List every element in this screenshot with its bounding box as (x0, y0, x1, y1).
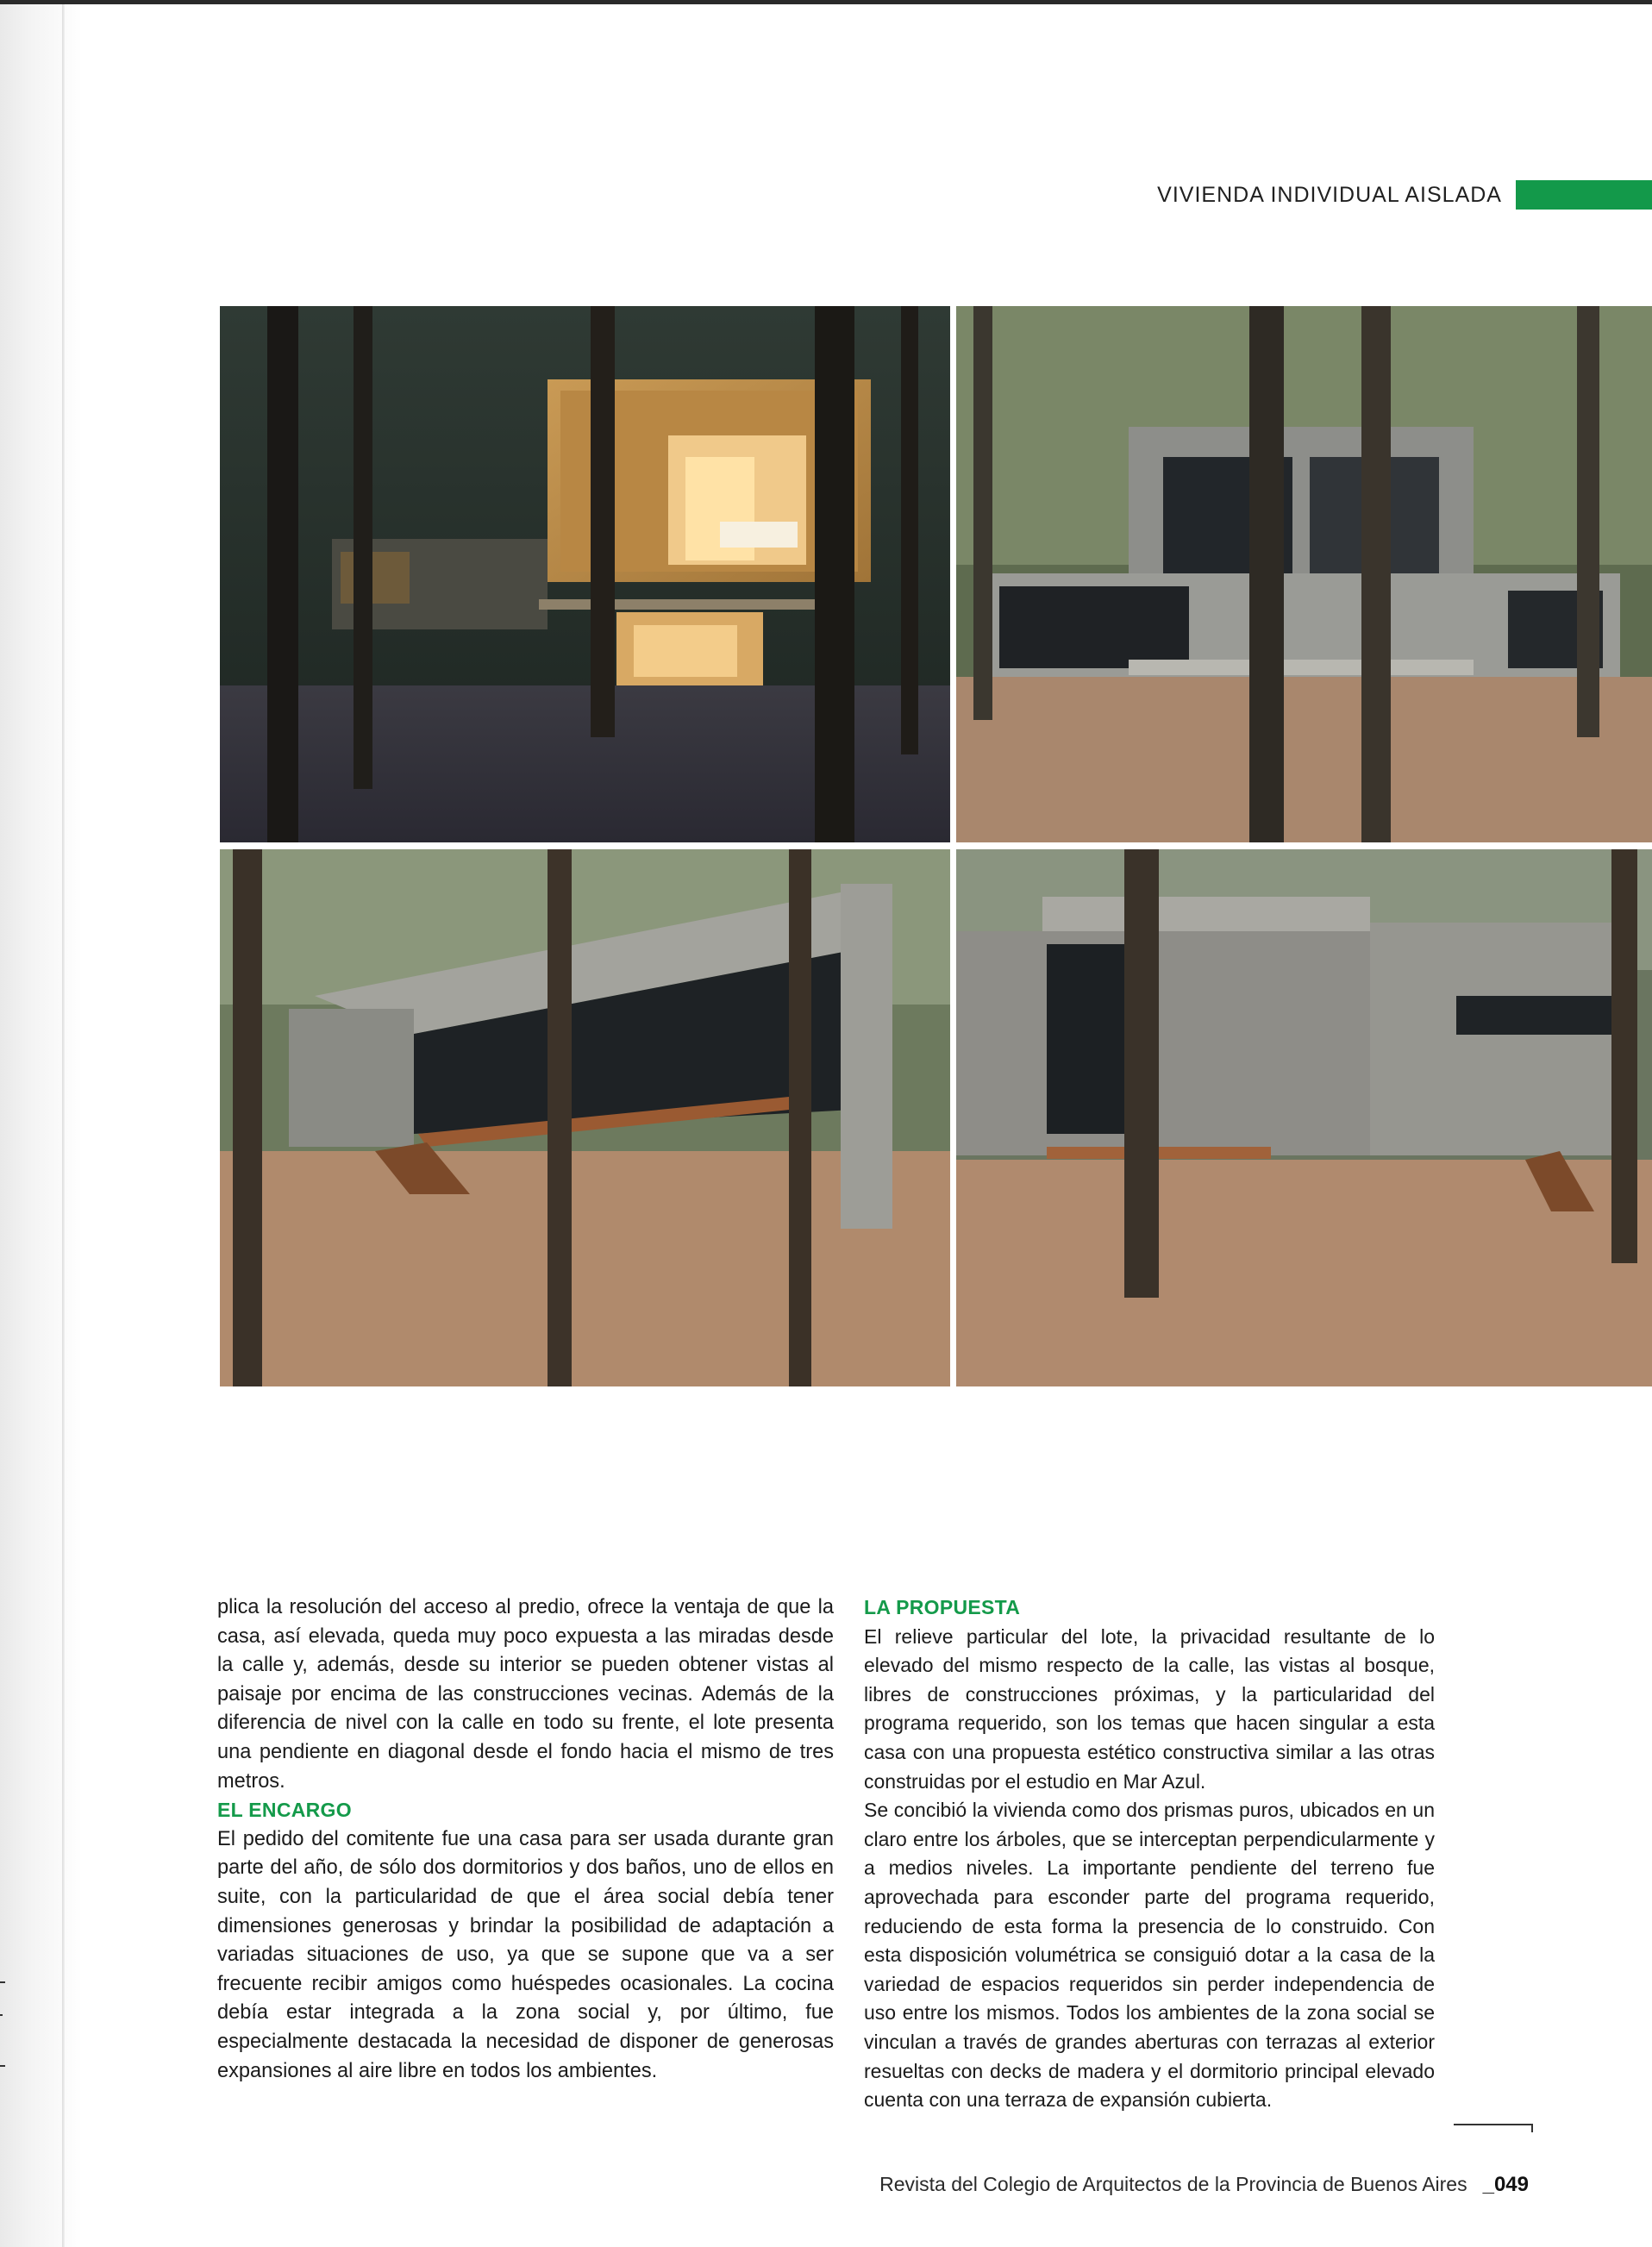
publication-name: Revista del Colegio de Arquitectos de la Provincia de Buenos Aires (879, 2173, 1467, 2195)
subheading-la-propuesta: LA PROPUESTA (864, 1596, 1021, 1618)
section-header (1157, 179, 1652, 210)
right-text-column (864, 1593, 1435, 2115)
page-footer (865, 2173, 1529, 2197)
scan-top-edge (0, 0, 1652, 4)
page-corner-mark (1454, 2124, 1533, 2125)
page-fold-edge (62, 0, 65, 2247)
subheading-el-encargo: EL ENCARGO (217, 1799, 352, 1822)
photo-house-side-terrace (220, 849, 950, 1386)
page-number: _049 (1482, 2173, 1529, 2196)
body-paragraph: plica la resolución del acceso al predio, ofrece la ventaja de que la casa, así elevada, queda muy poco expuesta a las miradas desde la calle y, además, desde su interior se pueden obtener vistas al paisaje por encima de las construcciones vecinas. Además de la diferencia de nivel con la calle en todo su frente, el lote presenta una pendiente en diagonal desde el fondo hacia el mismo de tres metros. (217, 1596, 834, 1793)
body-paragraph: Se concibió la vivienda como dos prismas puros, ubicados en un claro entre los árboles, que se interceptan perpendicularmente y a medios niveles. La importante pendiente del terreno fue aprovechada para esconder parte del programa requerido, reduciendo de esta forma la presencia de lo construido. Con esta disposición volumétrica se consiguió dotar a la casa de la variedad de espacios requeridos sin perder independencia de uso entre los mismos. Todos los ambientes de la zona social se vinculan a través de grandes aberturas con terrazas al exterior resueltas con decks de madera y el dormitorio principal elevado cuenta con una terraza de expansión cubierta. (864, 1799, 1435, 2112)
photo-house-front (956, 306, 1652, 842)
photo-house-rear (956, 849, 1652, 1386)
body-paragraph: El pedido del comitente fue una casa para ser usada durante gran parte del año, de sólo dos dormitorios y dos baños, uno de ellos en suite, con la particularidad de que el área social debía tener dimensiones generosas y brindar la posibilidad de adaptación a variadas situaciones de uso, ya que se supone que va a ser frecuente recibir amigos como huéspedes ocasionales. La cocina debía estar integrada a la zona social y, por último, fue especialmente destacada la necesidad de disponer de generosas expansiones al aire libre en todos los ambientes. (217, 1827, 834, 2082)
photo-house-night (220, 306, 950, 842)
section-title: VIVIENDA INDIVIDUAL AISLADA (1157, 182, 1502, 207)
left-text-column (217, 1593, 834, 2086)
section-accent-bar (1516, 180, 1652, 210)
page-binding-shadow (0, 0, 82, 2247)
body-paragraph: El relieve particular del lote, la privacidad resultante de lo elevado del mismo respecto de la calle, las vistas al bosque, libres de construcciones próximas, y la particularidad del programa requerido, son los temas que hacen singular a esta casa con una propuesta estético constructiva similar a las otras construidas por el estudio en Mar Azul. (864, 1624, 1435, 1793)
